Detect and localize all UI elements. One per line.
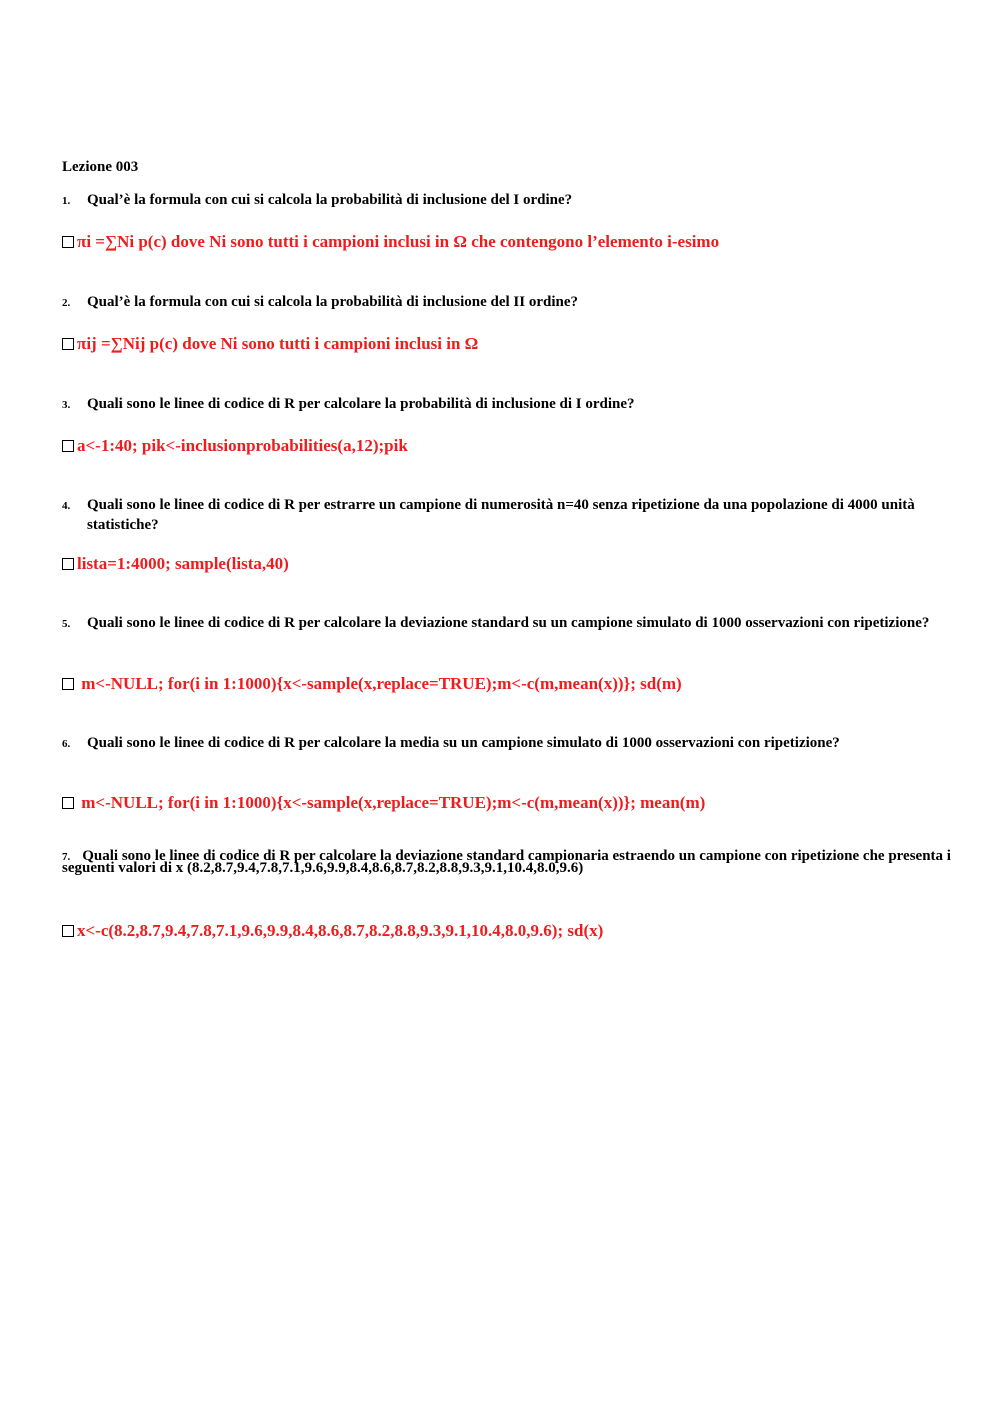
answer-text: a<-1:40; pik<-inclusionprobabilities(a,12);pik [77, 436, 408, 455]
answer-5 [62, 674, 982, 694]
answer-text: m<-NULL; for(i in 1:1000){x<-sample(x,replace=TRUE);m<-c(m,mean(x))}; sd(m) [77, 674, 682, 693]
question-number: 5. [62, 618, 71, 630]
answer-2 [62, 334, 982, 354]
lesson-title: Lezione 003 [62, 159, 139, 175]
question-2 [62, 292, 977, 312]
question-text: Qual’è la formula con cui si calcola la probabilità di inclusione del II ordine? [87, 294, 579, 310]
answer-checkbox[interactable] [62, 236, 74, 248]
answer-checkbox[interactable] [62, 797, 74, 809]
question-text: Quali sono le linee di codice di R per calcolare la media su un campione simulato di 1000 osservazioni con ripetizione? [87, 735, 840, 751]
answer-1 [62, 232, 982, 252]
question-number: 3. [62, 399, 71, 411]
answer-text: m<-NULL; for(i in 1:1000){x<-sample(x,replace=TRUE);m<-c(m,mean(x))}; mean(m) [77, 793, 706, 812]
answer-checkbox[interactable] [62, 338, 74, 350]
question-6 [62, 733, 977, 753]
answer-checkbox[interactable] [62, 925, 74, 937]
question-number: 7. [62, 851, 71, 863]
answer-checkbox[interactable] [62, 678, 74, 690]
question-number: 1. [62, 195, 71, 207]
question-text: Quali sono le linee di codice di R per calcolare la probabilità di inclusione di I ordine? [87, 396, 635, 412]
answer-3 [62, 436, 982, 456]
question-7 [62, 848, 977, 876]
question-number: 4. [62, 500, 71, 512]
answer-7 [62, 921, 982, 941]
question-number: 6. [62, 738, 71, 750]
question-text: Qual’è la formula con cui si calcola la probabilità di inclusione del I ordine? [87, 192, 573, 208]
answer-checkbox[interactable] [62, 558, 74, 570]
question-5 [62, 613, 977, 633]
answer-checkbox[interactable] [62, 440, 74, 452]
answer-text: πij =∑Nij p(c) dove Ni sono tutti i campioni inclusi in Ω [77, 334, 479, 353]
question-text: Quali sono le linee di codice di R per calcolare la deviazione standard campionaria estraendo un campione con ripetizione che presenta i seguenti valori di x (8.2,8.7,9.4,7.8,7.1,9.6,9.9,8.4,8.6,8.7,8.2,8.8,9.3,9.1,10.4,8.0,9.6) [62, 848, 951, 876]
answer-text: lista=1:4000; sample(lista,40) [77, 554, 289, 573]
question-text: Quali sono le linee di codice di R per estrarre un campione di numerosità n=40 senza ripetizione da una popolazione di 4000 unità statistiche? [87, 497, 915, 533]
answer-text: πi =∑Ni p(c) dove Ni sono tutti i campioni inclusi in Ω che contengono l’elemento i-esimo [77, 232, 720, 251]
question-1 [62, 190, 977, 210]
answer-text: x<-c(8.2,8.7,9.4,7.8,7.1,9.6,9.9,8.4,8.6,8.7,8.2,8.8,9.3,9.1,10.4,8.0,9.6); sd(x) [77, 921, 604, 940]
question-4 [62, 495, 977, 535]
question-text: Quali sono le linee di codice di R per calcolare la deviazione standard su un campione simulato di 1000 osservazioni con ripetizione? [87, 615, 930, 631]
answer-4 [62, 554, 982, 574]
question-3 [62, 394, 977, 414]
answer-6 [62, 793, 982, 813]
question-number: 2. [62, 297, 71, 309]
